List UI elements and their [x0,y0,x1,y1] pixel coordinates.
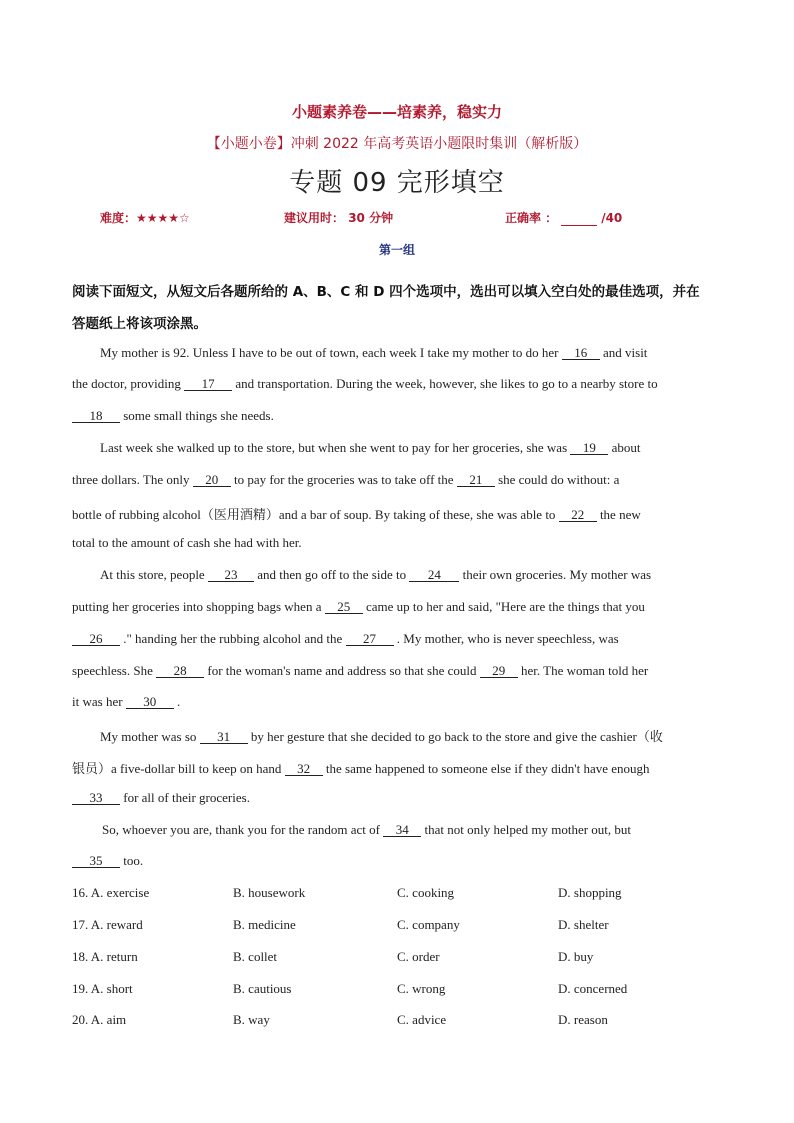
blank-29[interactable]: 29 [480,664,518,678]
slogan: 小题素养卷——培素养，稳实力 [291,103,502,121]
passage-line: bottle of rubbing alcohol（医用酒精）and a bar of soup. By taking of these, she was able to 22 the new [72,507,641,522]
passage-line: the doctor, providing 17 and transportation. During the week, however, she likes to go to a nearby store to [72,376,658,391]
blank-16[interactable]: 16 [562,346,600,360]
option-a[interactable]: 19. A. short [72,981,133,996]
accuracy [505,209,622,226]
difficulty [100,209,190,226]
passage-line: 银员）a five-dollar bill to keep on hand 32 the same happened to someone else if they didn't have enough [72,761,650,776]
option-b[interactable]: B. medicine [233,917,296,932]
passage-line: three dollars. The only 20 to pay for the groceries was to take off the 21 she could do without: a [72,472,620,487]
option-a[interactable]: 20. A. aim [72,1012,127,1027]
option-d[interactable]: D. buy [558,949,594,964]
accuracy-blank[interactable] [561,213,597,226]
option-d[interactable]: D. concerned [558,981,628,996]
passage-line: Last week she walked up to the store, but when she went to pay for her groceries, she was 19 about [100,440,641,455]
option-b[interactable]: B. housework [233,885,306,900]
passage-line: My mother is 92. Unless I have to be out of town, each week I take my mother to do her 16 and visit [100,345,648,360]
option-b[interactable]: B. way [233,1012,270,1027]
blank-19[interactable]: 19 [570,441,608,455]
instructions-line-1: 阅读下面短文，从短文后各题所给的 A、B、C 和 D 四个选项中，选出可以填入空白处的最佳选项，并在 [72,284,700,300]
option-d[interactable]: D. shelter [558,917,609,932]
blank-18[interactable]: 18 [72,409,120,423]
blank-34[interactable]: 34 [383,823,421,837]
option-c[interactable]: C. company [397,917,460,932]
blank-32[interactable]: 32 [285,762,323,776]
option-c[interactable]: C. order [397,949,440,964]
passage-line: putting her groceries into shopping bags when a 25 came up to her and said, "Here are the things that you [72,599,645,614]
blank-22[interactable]: 22 [559,508,597,522]
blank-21[interactable]: 21 [457,473,495,487]
blank-30[interactable]: 30 [126,695,174,709]
blank-28[interactable]: 28 [156,664,204,678]
difficulty-label: 难度： [100,211,137,225]
blank-26[interactable]: 26 [72,632,120,646]
option-b[interactable]: B. collet [233,949,278,964]
option-b[interactable]: B. cautious [233,981,292,996]
blank-24[interactable]: 24 [409,568,459,582]
passage-line: 33 for all of their groceries. [72,790,250,806]
passage-line: speechless. She 28 for the woman's name and address so that she could 29 her. The woman told her [72,663,649,678]
option-a[interactable]: 18. A. return [72,949,138,964]
option-c[interactable]: C. advice [397,1012,447,1027]
accuracy-label: 正确率 ： [505,211,558,225]
passage-line: total to the amount of cash she had with her. [72,535,302,550]
blank-27[interactable]: 27 [346,632,394,646]
passage-line: it was her 30 . [72,694,181,709]
option-d[interactable]: D. shopping [558,885,622,900]
passage-line: 35 too. [72,853,143,869]
option-d[interactable]: D. reason [558,1012,608,1027]
passage-line: 18 some small things she needs. [72,408,274,424]
option-c[interactable]: C. cooking [397,885,455,900]
accuracy-total: /40 [601,211,623,225]
time-label: 建议用时： [284,211,345,225]
time-value: 30 分钟 [348,211,394,225]
blank-23[interactable]: 23 [208,568,254,582]
option-c[interactable]: C. wrong [397,981,446,996]
blank-35[interactable]: 35 [72,854,120,868]
option-a[interactable]: 17. A. reward [72,917,143,932]
blank-17[interactable]: 17 [184,377,232,391]
passage-line: My mother was so 31 by her gesture that she decided to go back to the store and give the cashier（收 [100,729,663,744]
blank-25[interactable]: 25 [325,600,363,614]
page-title: 专题 09 完形填空 [289,168,505,198]
suggested-time [284,209,393,226]
blank-33[interactable]: 33 [72,791,120,805]
passage-line: So, whoever you are, thank you for the random act of 34 that not only helped my mother out, but [102,822,632,837]
instructions-line-2: 答题纸上将该项涂黑。 [72,316,207,332]
group-title: 第一组 [378,243,415,257]
difficulty-stars: ★★★★☆ [136,211,190,225]
blank-20[interactable]: 20 [193,473,231,487]
subtitle: 【小题小卷】冲刺 2022 年高考英语小题限时集训（解析版） [206,136,588,152]
passage-line: At this store, people 23 and then go off to the side to 24 their own groceries. My mother was [100,567,652,582]
passage-line: 26 ." handing her the rubbing alcohol and the 27 . My mother, who is never speechless, was [72,631,619,647]
option-a[interactable]: 16. A. exercise [72,885,150,900]
blank-31[interactable]: 31 [200,730,248,744]
